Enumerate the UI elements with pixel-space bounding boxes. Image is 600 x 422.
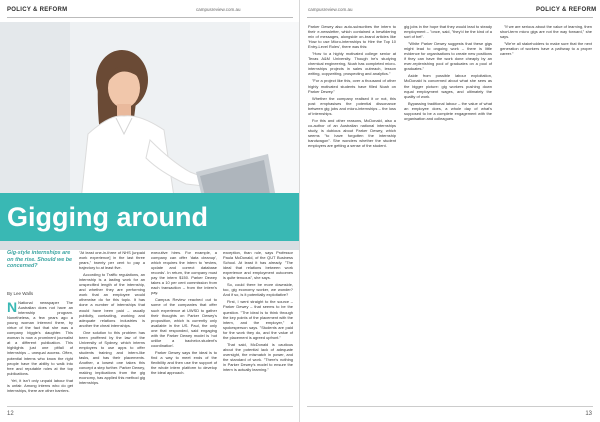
drop-cap: N — [7, 300, 18, 315]
right-section-header — [536, 4, 596, 16]
footer-divider — [307, 406, 593, 407]
col5-para: "How to a highly motivated college senior at Texas A&M University. Though he's studying chemical engineering, Noah has completed micro-internships projects in sales outreach, lesson writing, copywriting, prospecting and analytics." — [308, 51, 396, 77]
col2-para: "At least one-in-three of NHS [unpaid work experience] in the last three years," twenty per cent to pay a trajectory to at least five. — [79, 250, 145, 271]
col6-para: "We're all stakeholders to make sure that the next generation of workers have a pathway to a proper career." — [500, 41, 592, 57]
col6-para: "White Parker Dewey suggests that these gigs might lead to ongoing work – there is little evidence for organisations to create new positions if they can have the work done cheaply by an ever-replenishing pool of graduates on a pool of graduates." — [404, 41, 492, 72]
body-column-5 — [308, 24, 396, 396]
body-column-1 — [7, 300, 73, 400]
body-column-6 — [404, 24, 492, 396]
article-title: Gigging around — [7, 202, 208, 232]
col3-para: Campus Review reached out to some of the companies that offer such experience at UWSD to gather their thoughts on Parker Dewey's proposition, which is currently only available in the US. Paul, the only one that responded, said engaging with the Parker Dewey model is 'not unlike a bachelor-student's coordination'. — [151, 297, 217, 348]
title-band — [0, 193, 300, 241]
right-page — [300, 0, 600, 422]
col4-para: First, I went straight to the source – Parker Dewey – that seems to be the question. "The ideal is to think through the key points of the placement with the intern, and the employer," a spokesperson says. "Students are paid for the work they do, and the value of the placement is agreed upfront." — [223, 299, 293, 340]
col1-para: Yet, it isn't only unpaid labour that is unfair. Among interns who do get internships, there are other barriers. — [7, 377, 73, 393]
body-column-3 — [151, 250, 217, 400]
col6-para: Bypassing traditional labour – the value of what an employee does, a whole day of what's supposed to be a complete engagement with the organisation and colleagues. — [404, 100, 492, 121]
col5-para: For this and other reasons, McDonald, also a co-author of an Australian national internships study, is dubious about Parker Dewey, which seems "to have forgotten the internship bandwagon". She wonders whether the student employers are getting a sense of the student. — [308, 117, 396, 149]
section-label: POLICY & REFORM — [536, 7, 597, 13]
col4-para: exception, than rule, says Professor Paula McDonald, of the QUT Business School. At least it has already. "The ideal that relations between work experience and employment outcomes is quite tenuous", she says. — [223, 250, 293, 281]
left-section-header — [7, 4, 67, 16]
col4-para: That said, McDonald is cautious about the potential lack of adequate oversight, the mismatch in power, and the standard of work. "There's nothing in Parker Dewey's model to ensure the intern is actually learning." — [223, 341, 293, 373]
col2-para: One solution to this problem has been proffered by the law of the University of Sydney, which interns employers to use apps to offer students training and intern-like tasks, and has their placements. Another, a lowest one takes this concept a step further. Parker Dewey, making implications from the gig economy, has applied this method gig internships. — [79, 329, 145, 386]
left-site-url: campusreview.com.au — [196, 7, 241, 12]
body-column-7 — [500, 24, 592, 396]
page-number: 12 — [7, 411, 14, 417]
header-divider — [7, 17, 293, 18]
section-label: POLICY & REFORM — [7, 7, 68, 13]
body-column-3b — [223, 250, 293, 400]
col6-para: gig jobs in the hope that they would lead to steady employment – "once, said, "they'd be the kind of a sort of bet". — [404, 24, 492, 40]
standfirst: Gig-style internships are on the rise. Should we be concerned? — [7, 250, 72, 270]
col6-para: "If we are serious about the value of learning, then short-term micro gigs are not the way forward," she says. — [500, 24, 592, 40]
col5-para: Whether the company realised it or not, this post emphasises the potential dissonance between gig jobs and micro-internships – the loss of internships. — [308, 95, 396, 116]
col5-para: Parker Dewey also auto-subscribes the intern to their e-newsletter, which contained a bewildering mix of messages, alongside on-brand articles like 'How to use Micro-internships to Hire the Top 10 Entry-Level Roles', there was this: — [308, 24, 396, 50]
col6-para: Aside from possible labour exploitation, McDonald is concerned about what she sees as the bigger picture: gig workers pushing down equal employment wages, and ultimately the quality of work. — [404, 73, 492, 99]
col1-para: N National newspaper The Australian does not have an internship program. Nonetheless, a few years ago a young woman interned there, by virtue of the fact that she was a company biggie's daughter. This woman is now a prominent journalist at a different publication. This highlights just one pitfall of internships – unequal access. Often, potential interns who know the right people have the ability to walk into free and reputable roles at the top publications. — [7, 300, 73, 376]
body-column-2 — [79, 250, 145, 400]
col4-para: So, could there be more downside, too, gig economy worker, we wonder? And if so, is it potentially exploitative? — [223, 282, 293, 298]
col3-para: executive hires. For example, a company can offer 'data cleanup', which requires the intern to 'review, update and correct database records'. In return, the company must pay the intern $150. Parker Dewey takes a 10 per cent commission from each transaction – from the intern's pay. — [151, 250, 217, 296]
header-divider — [307, 17, 593, 18]
byline: By Lee Walls — [7, 291, 34, 296]
col5-para: "For a project like this, over a thousand of other highly motivated students have filled Noah on Parker Dewey." — [308, 78, 396, 94]
page-number: 13 — [585, 411, 592, 417]
col3-para: Parker Dewey says the ideal is to find a way to meet ends of the flexibility and then use the support of the whole intern platform to develop the ideal approach. — [151, 349, 217, 376]
footer-divider — [7, 406, 293, 407]
col2-para: According to Traffic regulations, an internship is a lasting work for an unspecified length of the internship, and whether they are performing work that an employee would otherwise do for this topic. It has done a number of internships that would have been paid – usually publicity, contacting, working and adequate relations industries is another the cheat internships. — [79, 272, 145, 328]
right-site-url: campusreview.com.au — [308, 7, 353, 12]
